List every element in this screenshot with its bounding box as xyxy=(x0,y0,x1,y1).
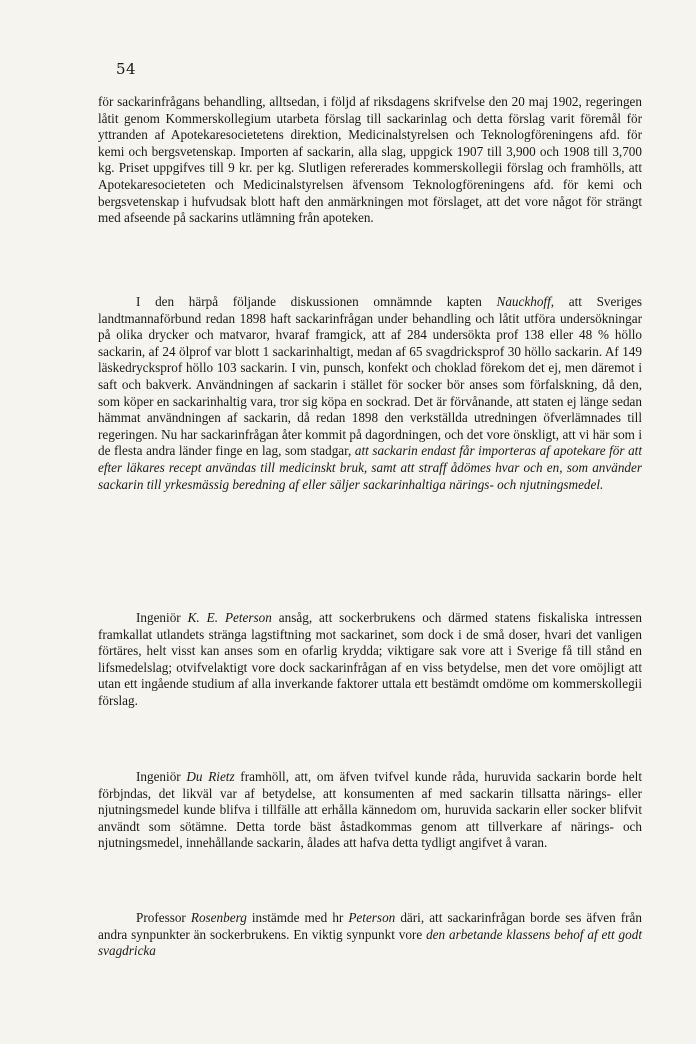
paragraph-5-start: Professor xyxy=(136,910,191,925)
paragraph-5-mid: instämde med hr xyxy=(246,910,349,925)
paragraph-2-body: att Sveriges landtmannaförbund redan 1898 haft sackarinfrågan under behandling och låtit utföra undersökningar på olika drycker och matvaror, hvaraf framgick, att af 284 undersökta prof 138 eller 48 % höllo sackarin, af 24 ölprof var blott 1 sackarinhaltigt, medan af 65 svagdricksprof 30 höllo sackarin. Af 149 läskedrycksprof höllo 103 sackarin. I vin, punsch, konfekt och choklad förekom det ej, men däremot i saft och bakverk. Användningen af sackarin i stället för socker bör anses som förfalskning, då den, som köper en sackarinhaltig vara, tror sig köpa en sockrad. Det är förvånande, att staten ej länge sedan hämmat användningen af sackarin, då redan 1898 den verkställda utredningen öfverlämnades till regeringen. Nu har sackarinfrågan åter kommit på dagordningen, och det vore önskligt, att vi här som i de flesta andra länder finge en lag, som stadgar, xyxy=(98,294,642,459)
paragraph-2-block xyxy=(98,294,642,493)
paragraph-5 xyxy=(98,910,642,960)
paragraph-1-block xyxy=(98,94,642,227)
paragraph-3-block xyxy=(98,610,642,710)
paragraph-1: för sackarinfrågans behandling, alltsedan, i följd af riksdagens skrifvelse den 20 maj 1902, regeringen låtit genom Kommerskollegium utarbeta förslag till sackarinlag och detta förslag varit föremål för yttranden af Apotekaresocietetens direktion, Medicinalstyrelsen och Teknologföreningens afd. för kemi och bergsvetenskap. Importen af sackarin, alla slag, uppgick 1907 till 3,900 och 1908 till 3,700 kg. Priset uppgifves till 9 kr. per kg. Slutligen refererades kommerskollegii förslag och framhölls, att Apotekaresocieteten och Medicinalstyrelsen äfvensom Teknologföreningens afd. för kemi och bergsvetenskap i hufvudsak blott haft den anmärkningen mot förslaget, att det vore något för strängt med afseende på sackarins utlämning från apoteken. xyxy=(98,94,642,226)
paragraph-2 xyxy=(98,294,642,493)
paragraph-4-start: Ingeniör xyxy=(136,769,187,784)
paragraph-4 xyxy=(98,769,642,852)
paragraph-3-start: Ingeniör xyxy=(136,610,188,625)
paragraph-4-body: framhöll, att, om äfven tvifvel kunde råda, huruvida sackarin borde helt förbjndas, det likväl var af betydelse, att konsumenten af med sackarin tillsatta närings- eller njutningsmedel kunde blifva i tillfälle att erhålla kännedom om, huruvida sackarin eller socker blifvit användt som sötämne. Detta torde bäst åstadkommas genom att tillverkare af närings- och njutningsmedel, innehållande sackarin, ålades att hafva detta tydligt angifvet å varan. xyxy=(98,769,642,851)
paragraph-5-italic: den arbetande klassens behof af ett godt svagdricka xyxy=(98,926,642,959)
paragraph-2-start: I den härpå följande diskussionen omnämnde kapten xyxy=(136,294,497,309)
paragraph-2-proposal-italic: att sackarin endast får importeras af apotekare för att efter läkares recept användas till medicinskt bruk, samt att straff ådömes hvar och en, som använder sackarin till yrkesmässig beredning af eller säljer sackarinhaltiga närings- och njutningsmedel. xyxy=(98,443,642,492)
person-name-du-rietz: Du Rietz xyxy=(186,769,235,784)
paragraph-5-block xyxy=(98,910,642,960)
person-name-peterson-2: Peterson xyxy=(348,910,396,925)
page-number: 54 xyxy=(116,60,137,78)
person-name-nauckhoff: Nauckhoff, xyxy=(496,294,555,309)
paragraph-3-body: ansåg, att sockerbrukens och därmed statens fiskaliska intressen framkallat utlandets stränga lagstiftning mot sackarinet, som dock i de små doser, hvari det vanligen förtäres, helt visst kan anses som en ofarlig krydda; viktigare sak vore att i Sverige få till stånd en lifsmedelslag; otvifvelaktigt vore dock sackarinfrågan af en viss betydelse, men det vore omöjligt att utan ett ingående studium af alla inverkande faktorer uttala ett bestämdt omdöme om kommerskollegii förslag. xyxy=(98,610,642,708)
paragraph-4-block xyxy=(98,769,642,852)
paragraph-3 xyxy=(98,610,642,710)
person-name-peterson: K. E. Peterson xyxy=(187,610,272,625)
person-name-rosenberg: Rosenberg xyxy=(190,910,247,925)
paragraph-5-body: däri, att sackarinfrågan borde ses äfven från andra synpunkter än sockerbrukens. En viktig synpunkt vore xyxy=(98,910,642,942)
